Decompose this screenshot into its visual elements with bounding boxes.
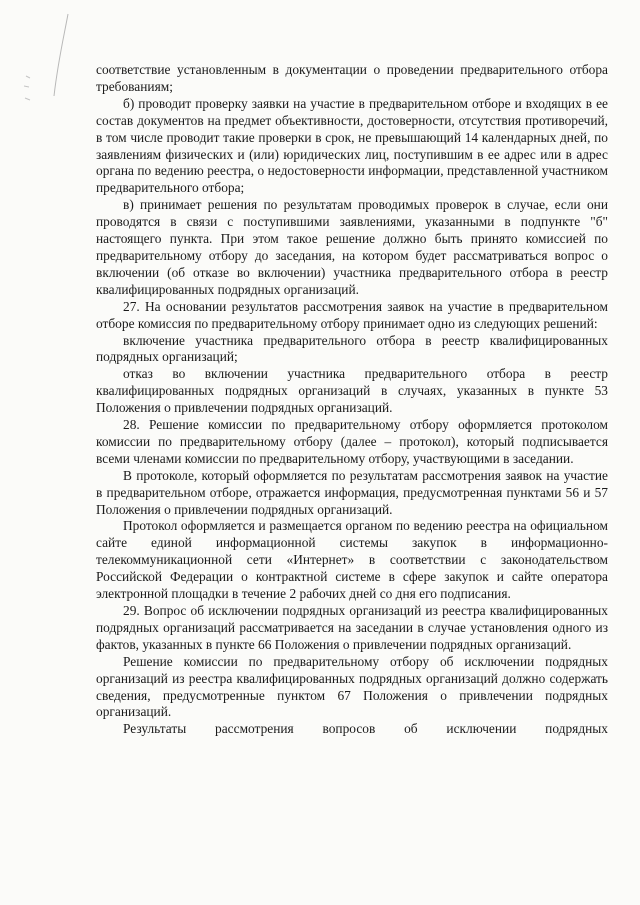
paragraph-protocol-publication: Протокол оформляется и размещается органом по ведению реестра на официальном сайте единой информационной системы закупок в информационно-телекоммуникационной сети «Интернет» в соответствии с законодательством Российской Федерации о контрактной системе в сфере закупок и сайте оператора электронной площадки в течение 2 рабочих дней со дня его подписания. bbox=[96, 518, 608, 602]
paragraph-continuation: соответствие установленным в документации о проведении предварительного отбора требованиям; bbox=[96, 62, 608, 94]
paragraph-exclusion-decision: Решение комиссии по предварительному отбору об исключении подрядных организаций из реестра квалифицированных подрядных организаций должно содержать сведения, предусмотренные пунктом 67 Положения о привлечении подрядных организаций. bbox=[96, 653, 608, 720]
paragraph-item-27: 27. На основании результатов рассмотрения заявок на участие в предварительном отборе комиссия по предварительному отбору принимает одно из следующих решений: bbox=[96, 298, 608, 331]
paragraph-item-28: 28. Решение комиссии по предварительному отбору оформляется протоколом комиссии по предварительному отбору (далее – протокол), который подписывается всеми членами комиссии по предварительному отбору, участвующими в заседании. bbox=[96, 417, 608, 466]
paragraph-exclusion-results: Результаты рассмотрения вопросов об исключении подрядных bbox=[123, 721, 608, 737]
document-body bbox=[96, 62, 608, 738]
scan-artifact-mark bbox=[18, 6, 88, 126]
paragraph-subitem-b: б) проводит проверку заявки на участие в предварительном отборе и входящих в ее состав документов на предмет объективности, достоверности, отсутствия противоречий, в том числе проводит такие проверки в срок, не превышающий 14 календарных дней, по заявлениям физических и (или) юридических лиц, поступившим в ее адрес или в адрес органа по ведению реестра, о недостоверности информации, представленной участником предварительного отбора; bbox=[96, 95, 608, 196]
paragraph-item-29: 29. Вопрос об исключении подрядных организаций из реестра квалифицированных подрядных организаций рассматривается на заседании в случае установления одного из фактов, указанных в пункте 66 Положения о привлечении подрядных организаций. bbox=[96, 603, 608, 652]
paragraph-protocol-content: В протоколе, который оформляется по результатам рассмотрения заявок на участие в предварительном отборе, отражается информация, предусмотренная пунктами 56 и 57 Положения о привлечении подрядных организаций. bbox=[96, 467, 608, 517]
paragraph-subitem-v: в) принимает решения по результатам проводимых проверок в случае, если они проводятся в связи с поступившими заявлениями, указанными в подпункте "б" настоящего пункта. При этом такое решение должно быть принято комиссией по предварительному отбору до заседания, на котором будет рассматриваться вопрос о включении (об отказе во включении) участника предварительного отбора в реестр квалифицированных подрядных организаций. bbox=[96, 197, 608, 297]
paragraph-decision-include: включение участника предварительного отбора в реестр квалифицированных подрядных организаций; bbox=[96, 332, 608, 365]
paragraph-decision-refuse: отказ во включении участника предварительного отбора в реестр квалифицированных подрядных организаций в случаях, указанных в пункте 53 Положения о привлечении подрядных организаций. bbox=[96, 366, 608, 416]
